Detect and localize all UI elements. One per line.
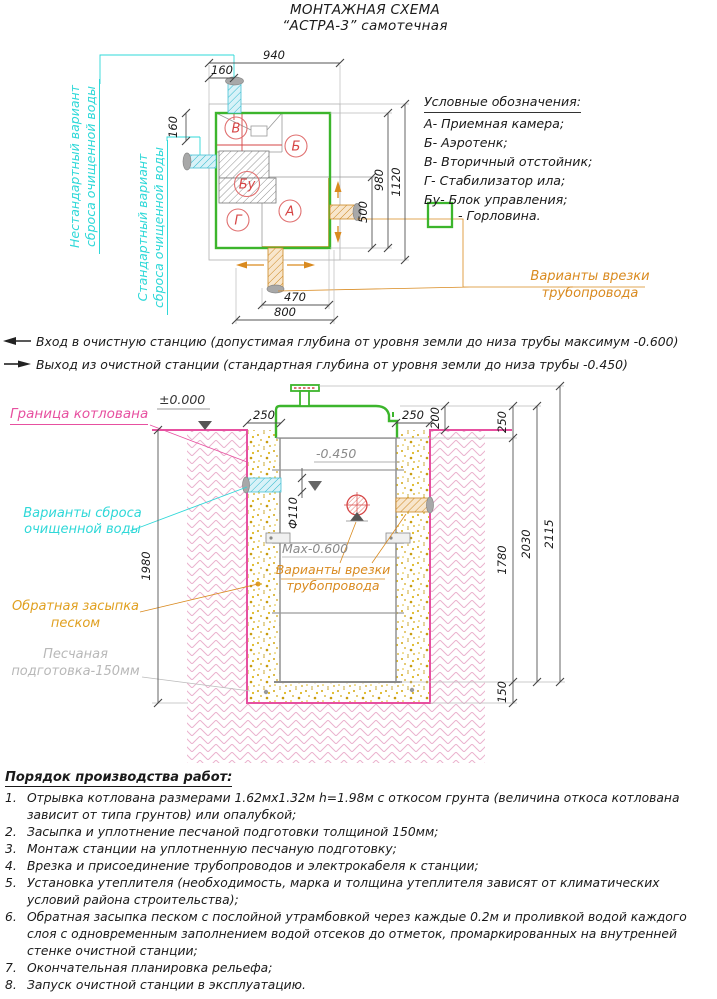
dim-1780: 1780 bbox=[495, 545, 509, 575]
legend bbox=[424, 92, 592, 209]
zero-level-marker bbox=[198, 421, 212, 430]
dim-250-chain: 250 bbox=[495, 411, 509, 433]
legend-item: А- Приемная камера; bbox=[424, 116, 565, 131]
pit-boundary-label: Граница котлована bbox=[10, 407, 148, 425]
work-order-item: 1. Отрывка котлована размерами 1.62мх1.32м h=1.98м с откосом грунта (величина откоса котлована зависит от типа грунтов) или опалубкой; bbox=[5, 791, 680, 822]
work-order-item: 4. Врезка и присоединение трубопроводов и электрокабеля к станции; bbox=[5, 859, 479, 873]
work-order-title: Порядок производства работ: bbox=[5, 770, 233, 785]
legend-neck-label: - Горловина. bbox=[458, 208, 541, 223]
room-label-bu: Бу bbox=[238, 177, 256, 193]
work-order-item: 2. Засыпка и уплотнение песчаной подготовки толщиной 150мм; bbox=[5, 825, 439, 839]
lid-green bbox=[276, 406, 397, 438]
legend-item: Б- Аэротенк; bbox=[424, 135, 508, 150]
outlet-arrow-icon bbox=[18, 361, 31, 368]
work-order-item: 6. Обратная засыпка песком с послойной утрамбовкой через каждые 0.2м и проливкой водой каждого слоя с одновременным заполнением водой отсеков до отметок, промаркированных на внутренней стенке очистной станции; bbox=[5, 910, 687, 958]
nonstandard-discharge-label: Нестандартный вариант сброса очищенной воды bbox=[67, 79, 100, 254]
dim-940: 940 bbox=[263, 48, 285, 62]
dim-800: 800 bbox=[274, 305, 296, 319]
legend-item: Бу- Блок управления; bbox=[424, 192, 568, 207]
plan-pipe-variants-label: Варианты врезки трубопровода bbox=[530, 269, 650, 301]
dim-f110: Ф110 bbox=[286, 497, 300, 529]
level-450-text: -0.450 bbox=[316, 446, 357, 461]
work-order-item: 3. Монтаж станции на уплотненную песчаную подготовку; bbox=[5, 842, 397, 856]
room-label-g: Г bbox=[234, 213, 242, 229]
dim-250-right: 250 bbox=[402, 408, 424, 422]
work-order bbox=[5, 770, 710, 994]
tank-body bbox=[280, 438, 396, 682]
level-max600-text: Max-0.600 bbox=[282, 541, 349, 556]
work-order-item: 7. Окончательная планировка рельефа; bbox=[5, 961, 273, 975]
dim-1120: 1120 bbox=[389, 167, 403, 197]
right-inlet-pipe bbox=[330, 205, 356, 219]
dim-150: 150 bbox=[495, 681, 509, 703]
sandprep-label: Песчаная подготовка-150мм bbox=[11, 647, 140, 679]
dim-1980: 1980 bbox=[139, 551, 153, 581]
note-arrows bbox=[3, 337, 31, 368]
dim-980: 980 bbox=[372, 169, 386, 191]
work-order-item: 5. Установка утеплителя (необходимость, марка и толщина утеплителя зависят от климатических условий района строительства); bbox=[5, 876, 660, 907]
room-label-b: Б bbox=[291, 139, 301, 155]
drawing-title bbox=[180, 2, 550, 34]
discharge-variants-label: Варианты сброса очищенной воды bbox=[23, 506, 142, 537]
outlet-pipe-cap bbox=[243, 477, 250, 493]
inlet-pipe-section bbox=[396, 498, 429, 512]
inlet-pipe-cap bbox=[427, 497, 434, 513]
dim-470: 470 bbox=[284, 290, 306, 304]
room-label-v: В bbox=[231, 121, 241, 137]
left-pipe-cap bbox=[183, 153, 191, 170]
legend-title: Условные обозначения: bbox=[424, 92, 581, 113]
dim-200: 200 bbox=[428, 407, 442, 429]
left-discharge-pipe bbox=[187, 155, 216, 168]
dim-160-left: 160 bbox=[166, 116, 180, 138]
section-pipe-variants-label: Варианты врезки трубопровода bbox=[275, 562, 391, 593]
inlet-note: Вход в очистную станцию (допустимая глубина от уровня земли до низа трубы максимум -0.600) bbox=[36, 334, 679, 349]
title-line1: МОНТАЖНАЯ СХЕМА bbox=[289, 2, 441, 18]
control-unit-hatch-upper bbox=[219, 151, 269, 178]
legend-item: В- Вторичный отстойник; bbox=[424, 154, 593, 169]
backfill-label: Обратная засыпка песком bbox=[11, 599, 140, 631]
dim-160-top: 160 bbox=[211, 63, 233, 77]
plan-funnel-box bbox=[251, 126, 267, 136]
room-label-a: А bbox=[285, 204, 295, 220]
outlet-pipe-section bbox=[247, 478, 281, 492]
dim-2115: 2115 bbox=[542, 519, 556, 549]
dim-500: 500 bbox=[356, 201, 370, 223]
work-order-item: 8. Запуск очистной станции в эксплуатацию. bbox=[5, 978, 306, 992]
dim-250-left: 250 bbox=[253, 408, 275, 422]
bottom-pipe-cap bbox=[267, 285, 284, 293]
inlet-arrow-icon bbox=[3, 337, 16, 345]
standard-discharge-label: Стандартный вариант сброса очищенной воды bbox=[135, 140, 168, 315]
bottom-inlet-pipe bbox=[268, 248, 283, 288]
legend-item: Г- Стабилизатор ила; bbox=[424, 173, 566, 188]
outlet-note: Выход из очистной станции (стандартная глубина от уровня земли до низа трубы -0.450) bbox=[36, 357, 628, 372]
title-line2: “АСТРА-3” самотечная bbox=[282, 18, 448, 34]
top-discharge-pipe bbox=[228, 83, 241, 113]
vent-stem bbox=[300, 391, 309, 406]
dim-2030: 2030 bbox=[519, 529, 533, 559]
zero-level-text: ±0.000 bbox=[159, 392, 206, 407]
